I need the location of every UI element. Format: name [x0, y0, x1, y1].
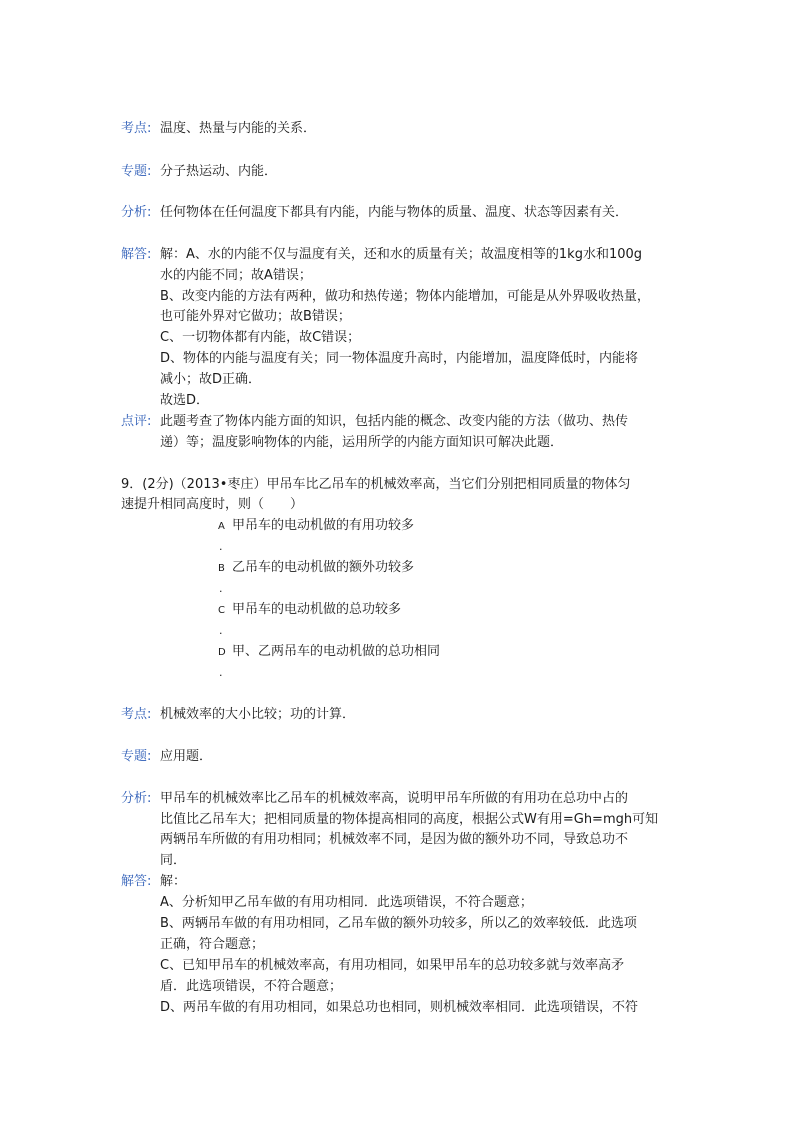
jieda-line: 减小；故D正确．	[160, 372, 262, 387]
jieda-line: 盾．此选项错误，不符合题意；	[160, 979, 343, 994]
zhuanti-text: 应用题．	[160, 749, 213, 764]
option-text: 甲、乙两吊车的电动机做的总功相同	[232, 644, 441, 659]
dianping-line: 递）等；温度影响物体的内能，运用所学的内能方面知识可解决此题．	[160, 435, 564, 450]
option-letter: B	[218, 563, 225, 574]
option-letter: A	[218, 521, 225, 532]
zhuanti-label: 专题:	[121, 164, 152, 179]
zhuanti-text: 分子热运动、内能．	[160, 164, 278, 179]
zhuanti-label: 专题:	[121, 749, 152, 764]
option-c	[218, 601, 401, 620]
option-text: 甲吊车的电动机做的总功较多	[232, 602, 402, 617]
jieda-line: 解：	[160, 874, 187, 889]
kaodian-label: 考点:	[121, 121, 152, 136]
kaodian-label: 考点:	[121, 707, 152, 722]
option-dot: .	[219, 624, 223, 637]
jieda-line: C、已知甲吊车的机械效率高，有用功相同，如果甲吊车的总功较多就与效率高矛	[160, 958, 625, 973]
fenxi-line: 比值比乙吊车大；把相同质量的物体提高相同的高度，根据公式W有用=Gh=mgh可知	[160, 812, 659, 827]
option-a	[218, 517, 414, 536]
kaodian-text: 机械效率的大小比较；功的计算．	[160, 707, 356, 722]
option-b	[218, 559, 414, 578]
jieda-line: B、两辆吊车做的有用功相同，乙吊车做的额外功较多，所以乙的效率较低．此选项	[160, 916, 637, 931]
jieda-label: 解答:	[121, 874, 152, 889]
jieda-line: 解：A、水的内能不仅与温度有关，还和水的质量有关；故温度相等的1kg水和100g	[160, 247, 643, 262]
jieda-line: D、两吊车做的有用功相同，如果总功也相同，则机械效率相同．此选项错误，不符	[160, 1000, 639, 1015]
jieda-line: C、一切物体都有内能，故C错误；	[160, 330, 361, 345]
jieda-label: 解答:	[121, 247, 152, 262]
jieda-line: B、改变内能的方法有两种，做功和热传递；物体内能增加，可能是从外界吸收热量，	[160, 289, 650, 304]
jieda-line: 正确，符合题意；	[160, 937, 265, 952]
fenxi-text: 任何物体在任何温度下都具有内能，内能与物体的质量、温度、状态等因素有关．	[160, 205, 629, 220]
fenxi-line: 同．	[160, 853, 187, 868]
option-dot: .	[219, 540, 223, 553]
dianping-label: 点评:	[121, 414, 152, 429]
question-stem-line: 9．(2分)（2013•枣庄）甲吊车比乙吊车的机械效率高，当它们分别把相同质量的物体匀	[121, 477, 631, 492]
jieda-line: 故选D．	[160, 393, 210, 408]
kaodian-text: 温度、热量与内能的关系．	[160, 121, 317, 136]
option-text: 甲吊车的电动机做的有用功较多	[232, 518, 415, 533]
option-d	[218, 643, 440, 662]
fenxi-label: 分析:	[121, 791, 152, 806]
jieda-line: 水的内能不同；故A错误；	[160, 268, 312, 283]
fenxi-line: 两辆吊车所做的有用功相同；机械效率不同，是因为做的额外功不同，导致总功不	[160, 832, 629, 847]
question-stem-line: 速提升相同高度时，则（ ）	[121, 497, 304, 512]
option-dot: .	[219, 666, 223, 679]
jieda-line: A、分析知甲乙吊车做的有用功相同．此选项错误，不符合题意；	[160, 895, 533, 910]
jieda-line: 也可能外界对它做功；故B错误；	[160, 309, 351, 324]
fenxi-label: 分析:	[121, 205, 152, 220]
option-dot: .	[219, 582, 223, 595]
fenxi-line: 甲吊车的机械效率比乙吊车的机械效率高，说明甲吊车所做的有用功在总功中占的	[160, 791, 629, 806]
option-letter: D	[218, 647, 226, 658]
dianping-line: 此题考查了物体内能方面的知识，包括内能的概念、改变内能的方法（做功、热传	[160, 414, 629, 429]
option-text: 乙吊车的电动机做的额外功较多	[232, 560, 415, 575]
jieda-line: D、物体的内能与温度有关；同一物体温度升高时，内能增加，温度降低时，内能将	[160, 351, 639, 366]
option-letter: C	[218, 605, 225, 616]
